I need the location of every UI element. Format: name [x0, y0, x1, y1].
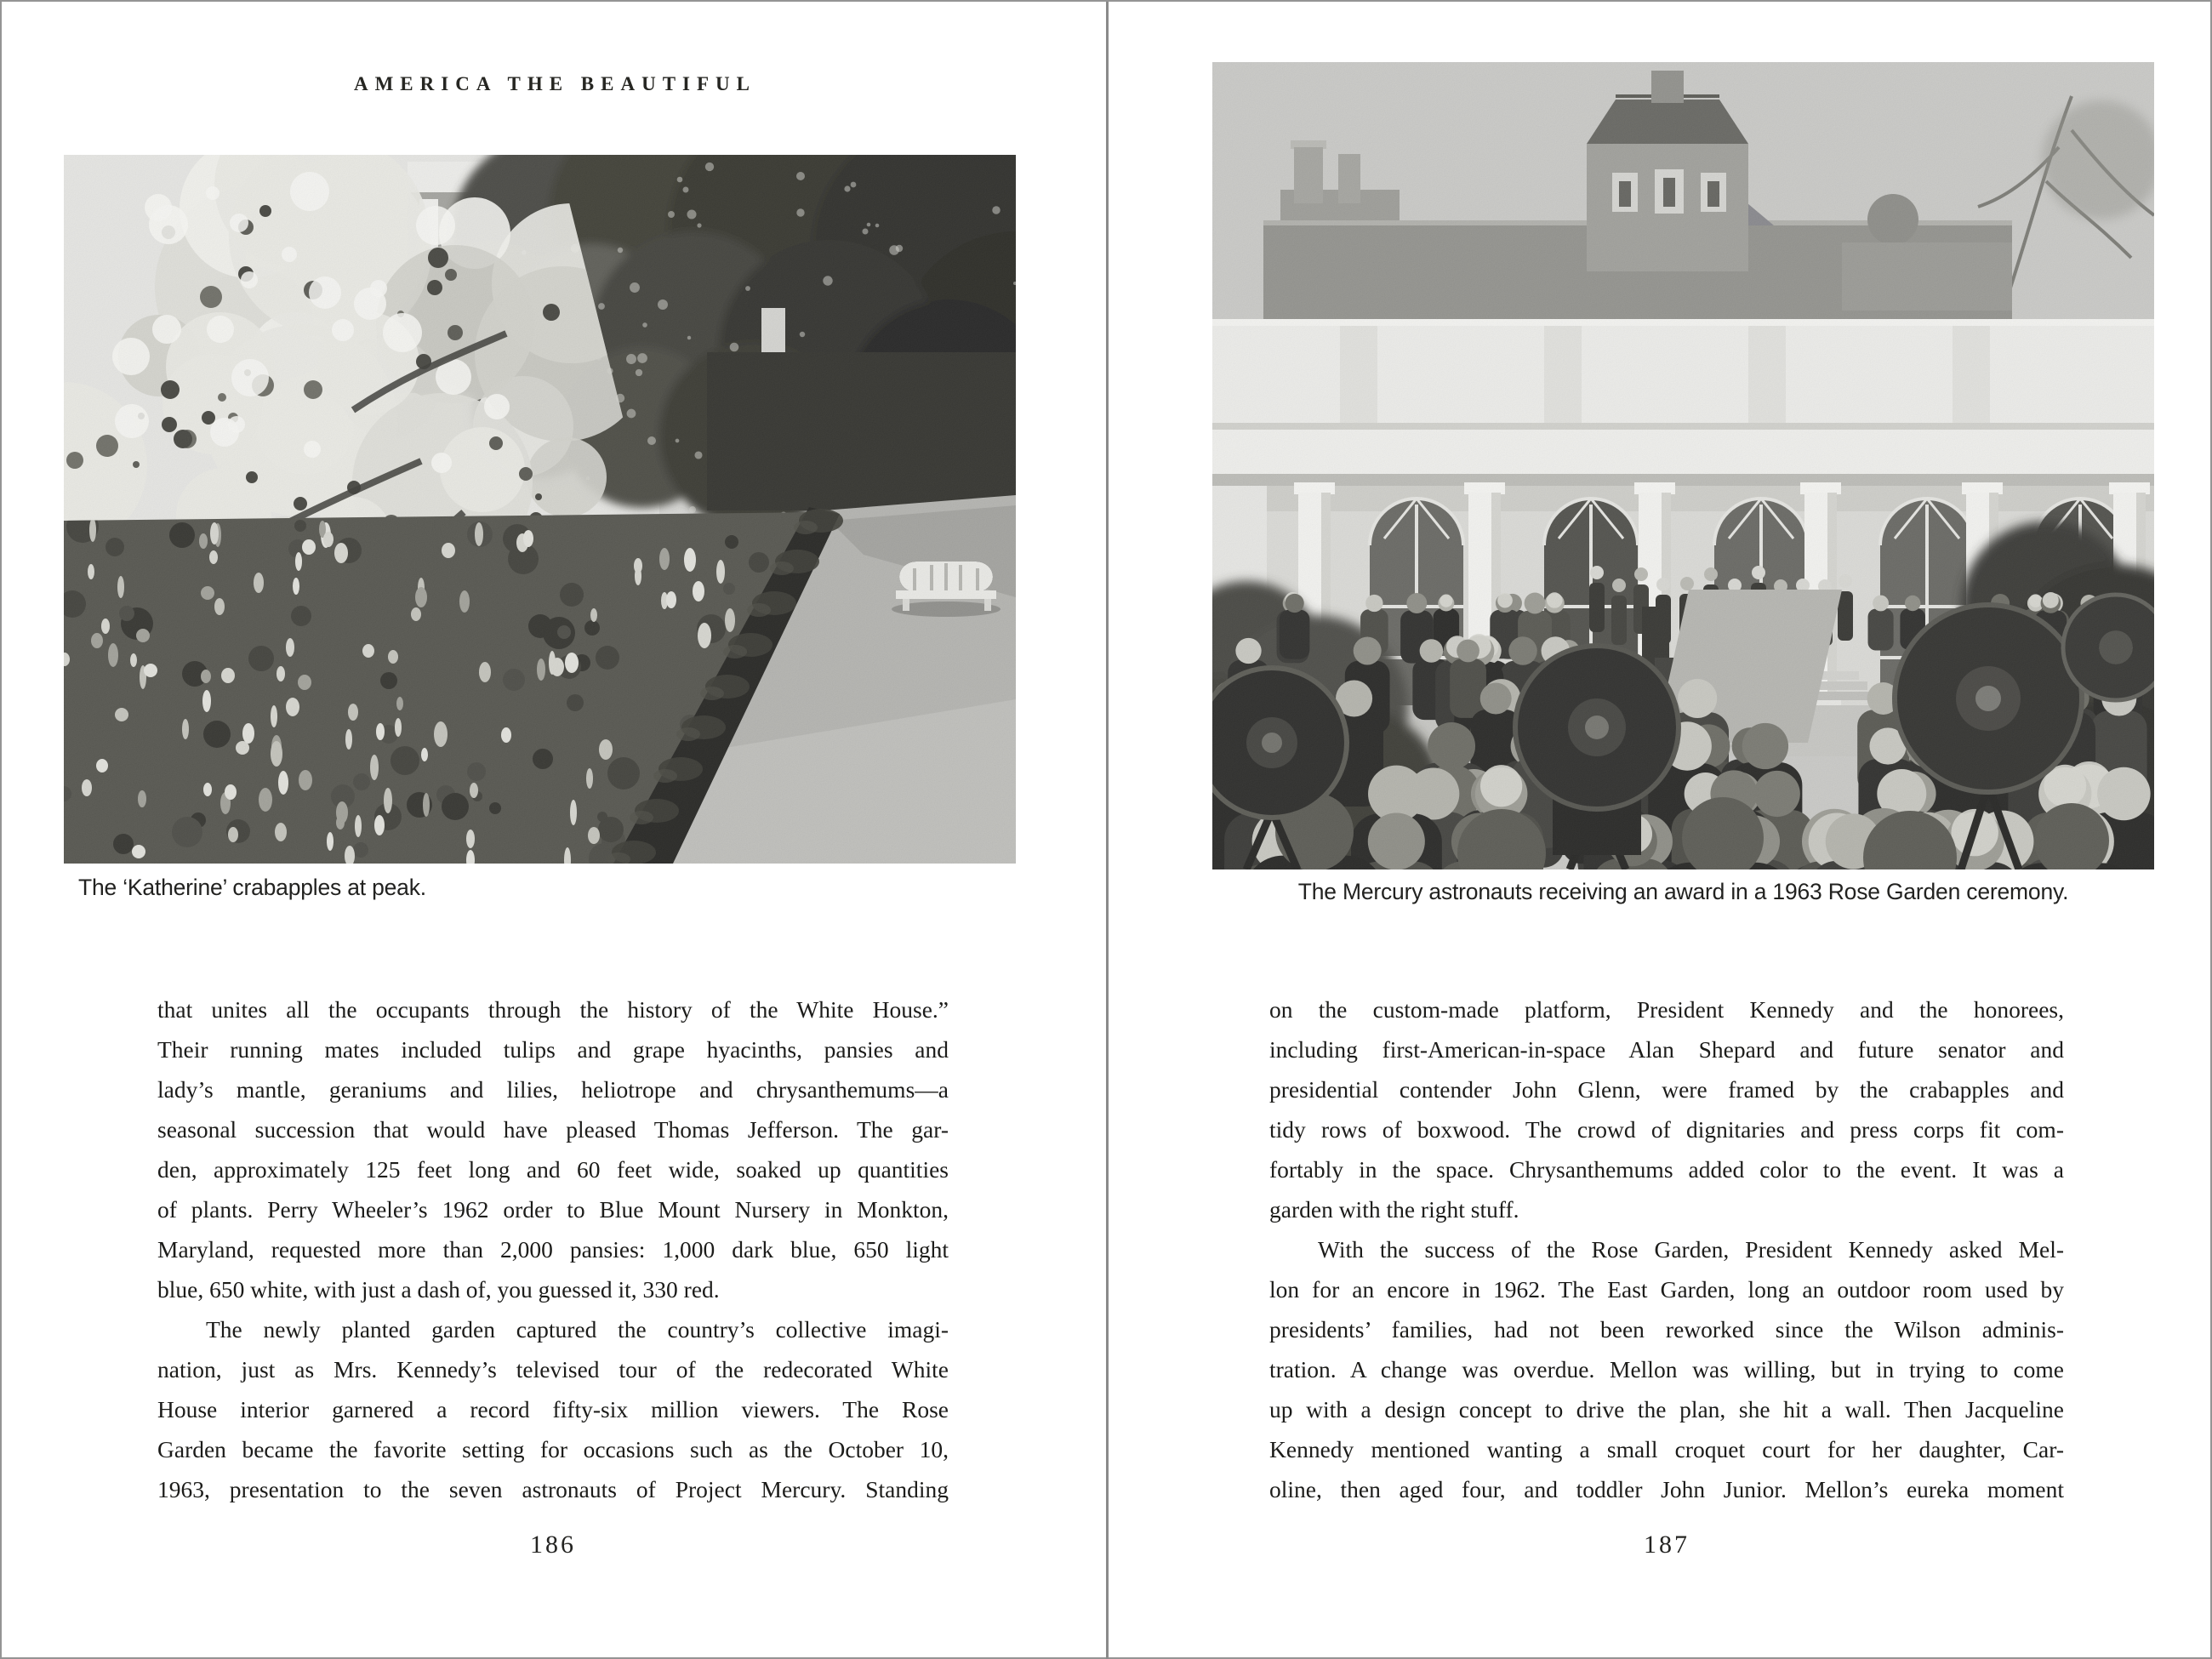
running-head: AMERICA THE BEAUTIFUL	[353, 73, 757, 94]
text-line: nation, just as Mrs. Kennedy’s televised tour of the redecorated White	[157, 1356, 949, 1382]
text-line: den, approximately 125 feet long and 60 feet wide, soaked up quantities	[157, 1156, 949, 1183]
right-photo-caption: The Mercury astronauts receiving an award in a 1963 Rose Garden ceremony.	[1297, 879, 2069, 904]
film-grain	[1212, 62, 2154, 869]
page-number-right: 187	[1644, 1531, 1690, 1559]
text-line: presidents’ families, had not been reworked since the Wilson adminis-	[1269, 1316, 2064, 1343]
text-line: The newly planted garden captured the country’s collective imagi-	[206, 1316, 949, 1343]
text-line: fortably in the space. Chrysanthemums added color to the event. It was a	[1269, 1156, 2064, 1183]
text-line: lon for an encore in 1962. The East Garden, long an outdoor room used by	[1269, 1276, 2064, 1303]
text-line: that unites all the occupants through the history of the White House.”	[157, 996, 949, 1023]
text-line: 1963, presentation to the seven astronauts of Project Mercury. Standing	[157, 1476, 949, 1502]
text-line: oline, then aged four, and toddler John Junior. Mellon’s eureka moment	[1269, 1476, 2064, 1502]
spread-gutter-divider	[1106, 2, 1109, 1659]
text-line: lady’s mantle, geraniums and lilies, heliotrope and chrysanthemums—a	[157, 1076, 949, 1103]
page-number-left: 186	[530, 1531, 576, 1559]
text-line: blue, 650 white, with just a dash of, you guessed it, 330 red.	[157, 1276, 720, 1303]
text-line: Garden became the favorite setting for occasions such as the October 10,	[157, 1436, 949, 1462]
right-text-column	[1269, 989, 2064, 1509]
text-line: seasonal succession that would have pleased Thomas Jefferson. The gar-	[157, 1116, 949, 1143]
text-line: With the success of the Rose Garden, President Kennedy asked Mel-	[1318, 1236, 2064, 1263]
text-line: tidy rows of boxwood. The crowd of dignitaries and press corps fit com-	[1269, 1116, 2064, 1143]
text-line: Their running mates included tulips and grape hyacinths, pansies and	[157, 1036, 949, 1063]
text-line: of plants. Perry Wheeler’s 1962 order to Blue Mount Nursery in Monkton,	[157, 1196, 949, 1223]
crabapples-photo	[64, 155, 1016, 864]
left-photo-caption: The ‘Katherine’ crabapples at peak.	[78, 875, 426, 900]
ceremony-photo	[1212, 62, 2154, 869]
text-line: up with a design concept to drive the plan, she hit a wall. Then Jacqueline	[1269, 1396, 2064, 1422]
film-grain	[64, 155, 1016, 864]
text-line: House interior garnered a record fifty-six million viewers. The Rose	[157, 1396, 949, 1422]
text-line: including first-American-in-space Alan Shepard and future senator and	[1269, 1036, 2064, 1063]
text-line: Maryland, requested more than 2,000 pansies: 1,000 dark blue, 650 light	[157, 1236, 949, 1263]
text-line: tration. A change was overdue. Mellon was willing, but in trying to come	[1269, 1356, 2064, 1382]
text-line: Kennedy mentioned wanting a small croquet court for her daughter, Car-	[1269, 1436, 2064, 1462]
text-line: on the custom-made platform, President Kennedy and the honorees,	[1269, 996, 2064, 1023]
text-line: presidential contender John Glenn, were framed by the crabapples and	[1269, 1076, 2064, 1103]
left-text-column	[157, 989, 949, 1509]
text-line: garden with the right stuff.	[1269, 1196, 1519, 1223]
